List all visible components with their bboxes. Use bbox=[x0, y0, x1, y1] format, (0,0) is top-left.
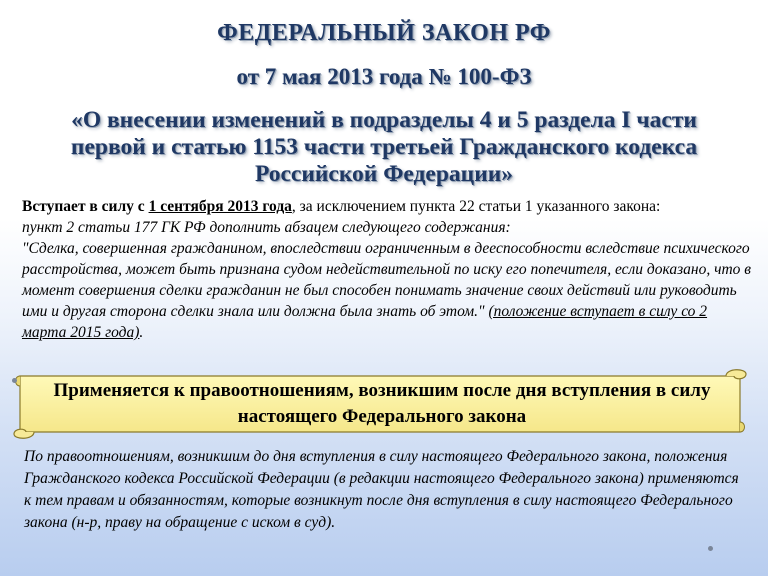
amendment-end: . bbox=[139, 324, 144, 341]
bullet-dot bbox=[708, 546, 713, 551]
law-title: ФЕДЕРАЛЬНЫЙ ЗАКОН РФ bbox=[217, 20, 551, 46]
subtitle-line: первой и статью 1153 части третьей Гражданского кодекса bbox=[70, 134, 698, 160]
effective-date: 1 сентября 2013 года bbox=[148, 198, 292, 215]
law-date-line: от 7 мая 2013 года № 100-ФЗ bbox=[236, 64, 532, 89]
effective-rest: , за исключением пункта 22 статьи 1 указанного закона: bbox=[291, 198, 661, 215]
effective-lead: Вступает в силу с bbox=[22, 198, 149, 215]
amendment-quote: "Сделка, совершенная гражданином, впоследствии ограниченным в дееспособности вследствие психического расстройства, может быть признана судом недействительной по иску его попечителя, если доказано, что в момент совершения сделки гражданин не был способен понимать значение своих действий или руководить ими и другая сторона сделки знала или должна была знать об этом." bbox=[22, 240, 752, 320]
law-subtitle bbox=[30, 107, 738, 188]
effective-paragraph bbox=[22, 196, 752, 343]
amendment-intro: пункт 2 статьи 177 ГК РФ дополнить абзацем следующего содержания: bbox=[22, 219, 511, 236]
amendment-note: (положение вступает в силу со 2 марта 2015 года) bbox=[22, 303, 708, 341]
subtitle-line: Российской Федерации» bbox=[254, 161, 514, 187]
footer-paragraph: По правоотношениям, возникшим до дня вступления в силу настоящего Федерального закона, положения Гражданского кодекса Российской Федерации (в редакции настоящего Федерального закона) применяются к тем правам и обязанностям, которые возникнут после дня вступления в силу настоящего Федерального закона (н-р, праву на обращение с иском в суд). bbox=[24, 448, 739, 531]
bullet-dot bbox=[12, 378, 17, 383]
subtitle-line: «О внесении изменений в подразделы 4 и 5 раздела I части bbox=[71, 107, 697, 133]
banner-text: Применяется к правоотношениям, возникшим после дня вступления в силу настоящего Федерального закона bbox=[53, 380, 711, 427]
scroll-banner bbox=[12, 368, 748, 440]
